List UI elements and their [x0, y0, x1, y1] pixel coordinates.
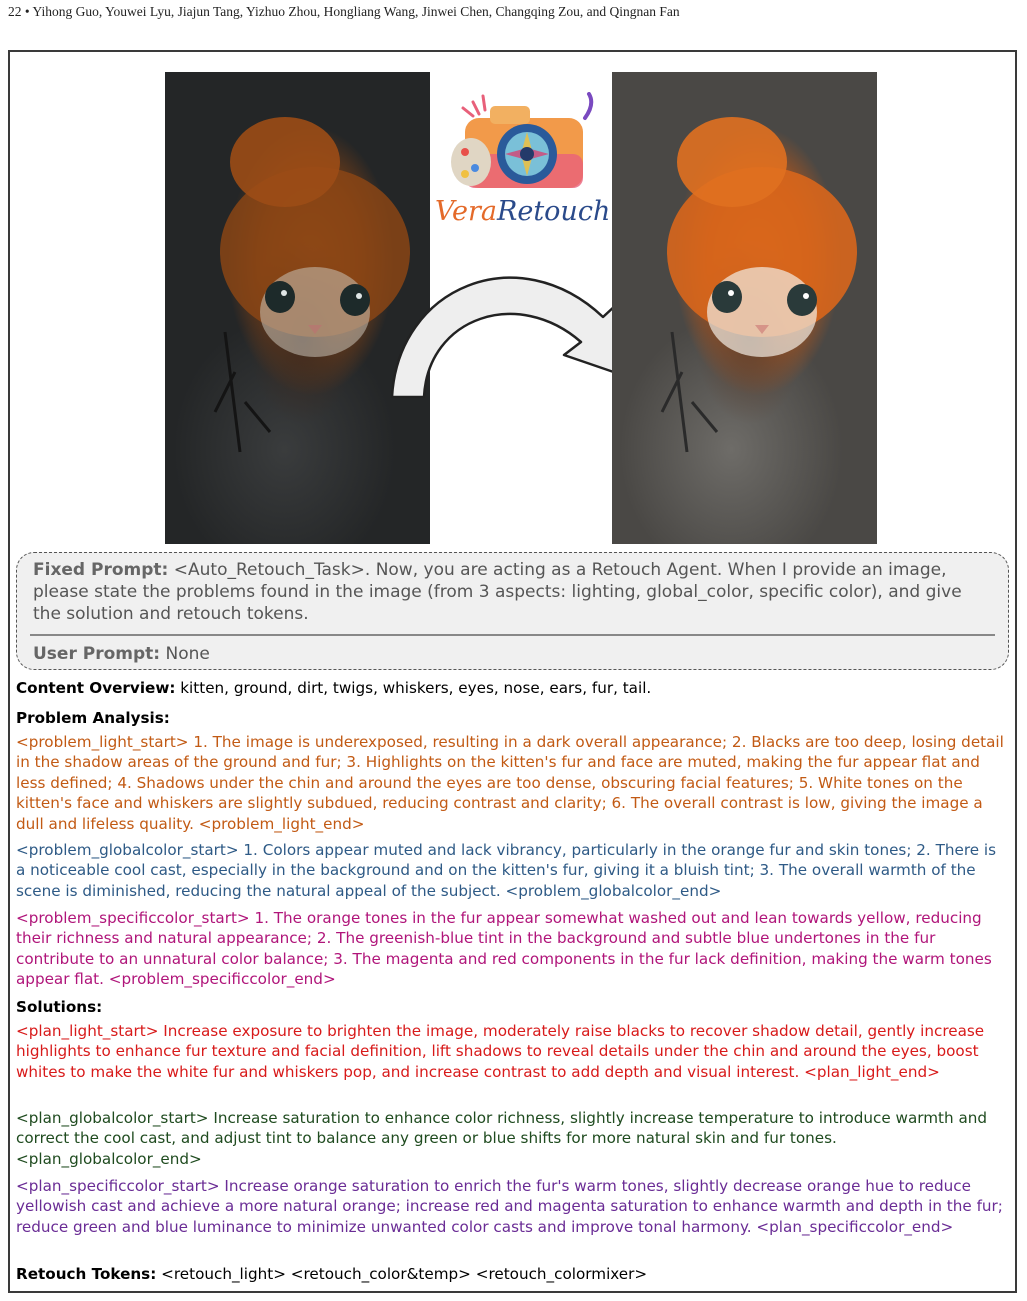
user-prompt-label: User Prompt:	[33, 644, 161, 664]
figure-frame	[8, 50, 1017, 1293]
retouch-tokens-text: <retouch_light> <retouch_color&temp> <retouch_colormixer>	[156, 1265, 648, 1283]
problem-light-text: <problem_light_start> 1. The image is underexposed, resulting in a dark overall appearance; 2. Blacks are too deep, losing detail in the shadow areas of the ground and fur; 3. Highlights on the kitten's fur and face are muted, making the fur appear flat and less defined; 4. Shadows under the chin and around the eyes are too dense, obscuring facial features; 5. White tones on the kitten's face and whiskers are slightly subdued, reducing contrast and clarity; 6. The overall contrast is low, giving the image a dull and lifeless quality. <problem_light_end>	[16, 733, 1004, 833]
logo-word-retouch: Retouch	[497, 196, 611, 227]
solutions-heading: Solutions:	[16, 998, 103, 1016]
plan-light-text: <plan_light_start> Increase exposure to brighten the image, moderately raise blacks to recover shadow detail, gently increase highlights to enhance fur texture and facial definition, lift shadows to reveal details under the chin and around the eyes, boost whites to make the white fur and whiskers pop, and increase contrast to add depth and visual interest. <plan_light_end>	[16, 1022, 985, 1081]
veraretouch-logo	[435, 92, 611, 242]
camera-palette-logo-icon	[435, 92, 605, 197]
running-header: 22 • Yihong Guo, Youwei Lyu, Jiajun Tang, Yizhuo Zhou, Hongliang Wang, Jinwei Chen, Changqing Zou, and Qingnan Fan	[8, 4, 680, 19]
plan-specificcolor-text: <plan_specificcolor_start> Increase orange saturation to enrich the fur's warm tones, slightly decrease orange hue to reduce yellowish cast and achieve a more natural orange; increase red and magenta saturation to enhance warmth and depth in the fur; reduce green and blue luminance to minimize unwanted color casts and improve tonal harmony. <plan_specificcolor_end>	[16, 1177, 1003, 1236]
fixed-prompt-label: Fixed Prompt:	[33, 560, 169, 580]
prompt-box	[16, 552, 1009, 670]
user-prompt-text: None	[160, 644, 210, 664]
fixed-prompt-text: <Auto_Retouch_Task>. Now, you are acting as a Retouch Agent. When I provide an image, please state the problems found in the image (from 3 aspects: lighting, global_color, specific color), and give the solution and retouch tokens.	[33, 560, 962, 624]
content-overview	[16, 678, 1006, 698]
content-overview-label: Content Overview:	[16, 679, 176, 697]
user-prompt	[33, 643, 992, 665]
problem-globalcolor-text: <problem_globalcolor_start> 1. Colors appear muted and lack vibrancy, particularly in the orange fur and skin tones; 2. There is a noticeable cool cast, especially in the background and on the kitten's fur, giving it a bluish tint; 3. The overall warmth of the scene is diminished, reducing the natural appeal of the subject. <problem_globalcolor_end>	[16, 841, 997, 900]
fixed-prompt	[33, 559, 992, 625]
logo-word-vera: Vera	[435, 196, 498, 227]
kitten-photo-retouched	[612, 72, 877, 544]
retouch-tokens-label: Retouch Tokens:	[16, 1265, 157, 1283]
retouch-tokens	[16, 1264, 1006, 1284]
logo-wordmark	[435, 196, 611, 227]
prompt-divider	[30, 634, 995, 636]
content-overview-text: kitten, ground, dirt, twigs, whiskers, eyes, nose, ears, fur, tail.	[175, 679, 652, 697]
plan-globalcolor-text: <plan_globalcolor_start> Increase saturation to enhance color richness, slightly increase temperature to introduce warmth and correct the cool cast, and adjust tint to balance any green or blue shifts for more natural skin and fur tones. <plan_globalcolor_end>	[16, 1109, 988, 1168]
problem-specificcolor-text: <problem_specificcolor_start> 1. The orange tones in the fur appear somewhat washed out and lean towards yellow, reducing their richness and natural appearance; 2. The greenish-blue tint in the background and subtle blue undertones in the fur contribute to an unnatural color balance; 3. The magenta and red components in the fur lack definition, making the warm tones appear flat. <problem_specificcolor_end>	[16, 909, 992, 989]
problem-analysis-heading: Problem Analysis:	[16, 709, 170, 727]
